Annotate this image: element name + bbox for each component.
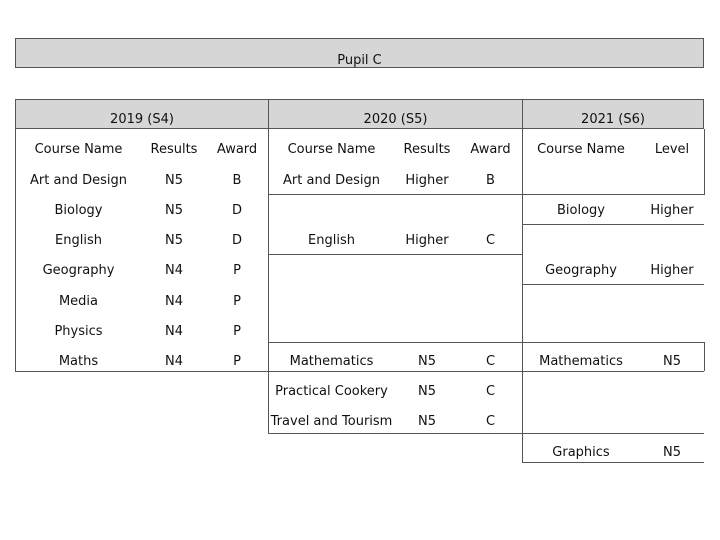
s5-award: C <box>485 414 496 429</box>
s4-award: D <box>231 233 242 248</box>
s4-course-name: Biology <box>54 203 103 218</box>
s4-course-name: Media <box>58 294 99 309</box>
s4-result: N4 <box>165 324 183 339</box>
s5-result: Higher <box>405 173 449 188</box>
s4-award: P <box>233 263 241 278</box>
s6-level: N5 <box>663 445 681 460</box>
column-header-award: Award <box>216 142 258 157</box>
grid-line <box>523 462 704 463</box>
year-header-2020 <box>268 99 523 129</box>
s4-course-name: Maths <box>58 354 99 369</box>
year-header-2019 <box>15 99 269 129</box>
s4-course-name: English <box>55 233 102 248</box>
s4-result: N4 <box>165 294 183 309</box>
s6-level: Higher <box>650 263 694 278</box>
s4-course-name: Art and Design <box>30 173 127 188</box>
year-header-2021 <box>522 99 704 129</box>
s6-level: Higher <box>650 203 694 218</box>
s6-course-name: Geography <box>545 263 617 278</box>
grid-line <box>522 129 523 463</box>
grid-line <box>523 284 704 285</box>
grid-line <box>269 254 522 255</box>
s6-course-name: Biology <box>557 203 605 218</box>
s5-award: C <box>485 384 496 399</box>
s5-result: N5 <box>418 414 436 429</box>
s6-course-name: Graphics <box>552 445 610 460</box>
s6-level: N5 <box>663 354 681 369</box>
s5-course-name: Practical Cookery <box>275 384 388 399</box>
s4-result: N5 <box>165 203 183 218</box>
column-header-award: Award <box>470 142 511 157</box>
s5-award: C <box>485 233 496 248</box>
s4-course-name: Physics <box>54 324 103 339</box>
s6-course-name: Mathematics <box>539 354 623 369</box>
s4-award: P <box>233 354 241 369</box>
s5-result: N5 <box>418 384 436 399</box>
page-title: Pupil C <box>337 53 382 68</box>
grid-line <box>523 433 704 434</box>
s5-result: N5 <box>418 354 436 369</box>
year-label-2019: 2019 (S4) <box>110 112 174 127</box>
column-header-course-name: Course Name <box>287 142 376 157</box>
title-bar <box>15 38 704 68</box>
column-header-course-name: Course Name <box>537 142 625 157</box>
year-label-2020: 2020 (S5) <box>363 112 428 127</box>
s4-result: N5 <box>165 233 183 248</box>
s4-award: P <box>233 324 241 339</box>
s5-course-name: English <box>308 233 355 248</box>
s4-course-name: Geography <box>42 263 115 278</box>
s5-course-name: Art and Design <box>283 173 380 188</box>
column-header-results: Results <box>403 142 451 157</box>
s5-award: C <box>485 354 496 369</box>
s4-result: N5 <box>165 173 183 188</box>
s5-result: Higher <box>405 233 449 248</box>
grid-line <box>15 371 704 372</box>
s5-course-name: Travel and Tourism <box>270 414 393 429</box>
s5-course-name: Mathematics <box>289 354 374 369</box>
s4-award: P <box>233 294 241 309</box>
s4-result: N4 <box>165 354 183 369</box>
grid-line <box>704 342 705 371</box>
year-label-2021: 2021 (S6) <box>581 112 645 127</box>
s4-result: N4 <box>165 263 183 278</box>
grid-line <box>704 129 705 195</box>
column-header-level: Level <box>654 142 690 157</box>
grid-line <box>269 433 522 434</box>
column-header-course-name: Course Name <box>34 142 123 157</box>
grid-line <box>523 224 704 225</box>
s4-award: D <box>231 203 242 218</box>
s5-award: B <box>486 173 495 188</box>
s4-award: B <box>232 173 242 188</box>
grid-line <box>269 194 704 195</box>
grid-line <box>269 342 704 343</box>
column-header-results: Results <box>150 142 198 157</box>
